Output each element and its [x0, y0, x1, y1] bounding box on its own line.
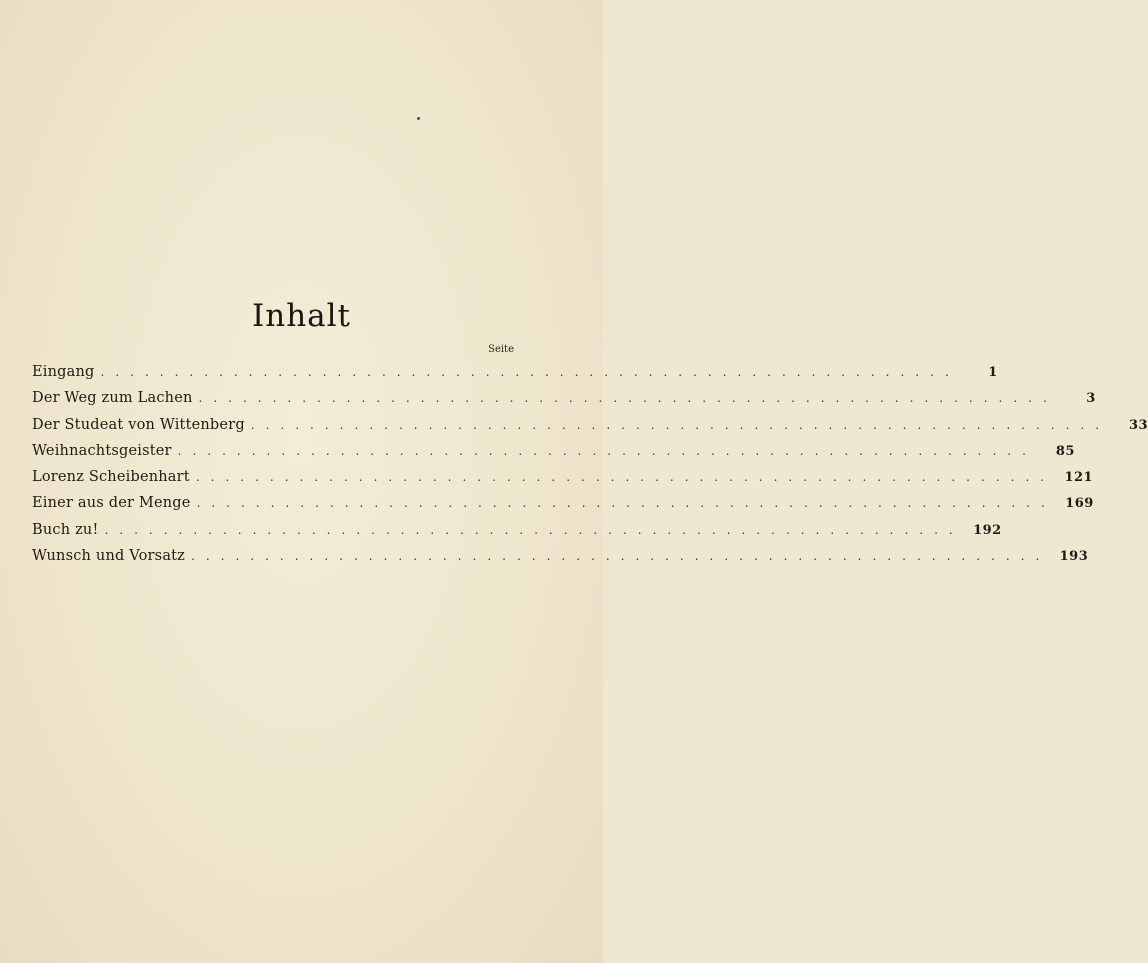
- toc-entry: [32, 359, 998, 385]
- ink-speck: [417, 117, 420, 120]
- toc-entry-title: Der Studeat von Wittenberg: [32, 416, 245, 433]
- toc-entry-title: Eingang: [32, 364, 95, 380]
- toc-entry-page: 85: [1055, 443, 1075, 459]
- toc-entry-title: Buch zu!: [32, 521, 99, 538]
- toc-entry-title: Weihnachtsgeister: [32, 442, 172, 459]
- toc-entry-page: 193: [1059, 549, 1089, 565]
- toc-entry: [32, 490, 1094, 516]
- table-of-contents: [32, 343, 1148, 569]
- toc-entry: [32, 412, 1148, 438]
- toc-entry: [32, 385, 1096, 411]
- dot-leader: ..........................................................: [195, 470, 1056, 485]
- dot-leader: ..........................................................: [250, 417, 1111, 432]
- toc-entry-page: 33: [1128, 417, 1148, 433]
- dot-leader: ..........................................................: [191, 549, 1051, 564]
- page-column-header: Seite: [488, 344, 514, 355]
- toc-entry: [32, 543, 1089, 569]
- toc-entry-title: Wunsch und Vorsatz: [32, 548, 186, 565]
- dot-leader: ..........................................................: [104, 522, 964, 537]
- dot-leader: ..........................................................: [196, 496, 1056, 511]
- dot-leader: ..........................................................: [177, 443, 1037, 458]
- toc-entry-title: Der Weg zum Lachen: [32, 390, 193, 407]
- toc-entry-page: 3: [1086, 391, 1096, 407]
- dot-leader: ..........................................................: [100, 365, 960, 379]
- dot-leader: ..........................................................: [198, 391, 1058, 406]
- toc-entry: [32, 517, 1002, 543]
- toc-entry-page: 1: [988, 365, 998, 380]
- toc-entry-title: Einer aus der Menge: [32, 495, 191, 512]
- toc-entry-page: 192: [973, 522, 1002, 538]
- contents-heading: Inhalt: [251, 298, 352, 334]
- toc-entry-title: Lorenz Scheibenhart: [32, 469, 190, 486]
- toc-entry-page: 169: [1065, 496, 1094, 512]
- toc-entry-page: 121: [1064, 470, 1094, 486]
- toc-entry: [32, 464, 1094, 490]
- toc-entry: [32, 438, 1075, 464]
